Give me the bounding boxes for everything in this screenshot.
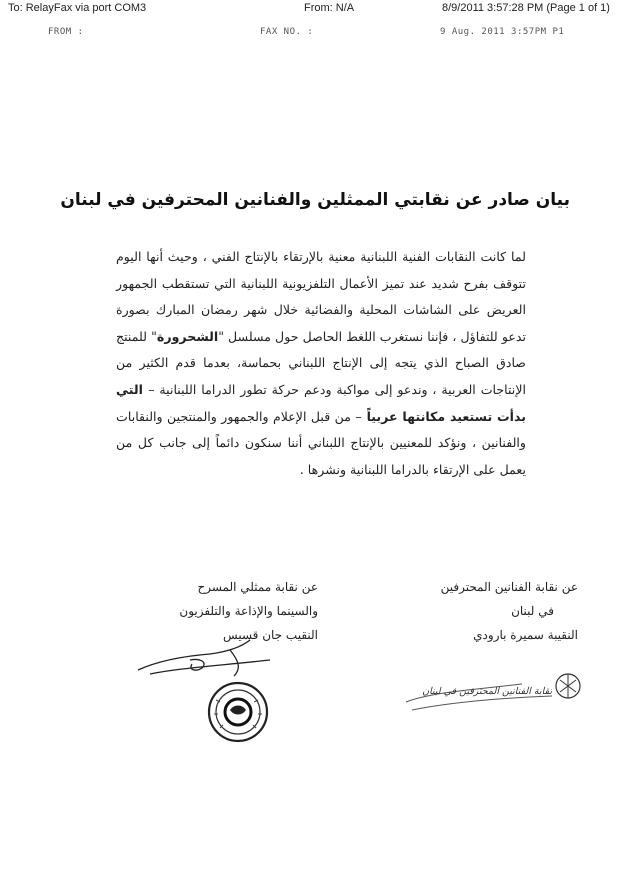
paragraph-part-2: " للمنتج صادق الصباح الذي يتجه إلى الإنتاج اللبناني بحماسة، بعدما قدم الكثير من الإنتاجات العربية ، وندعو إلى مواكبة ودعم حركة تطور الدراما اللبنانية –: [116, 328, 526, 397]
sig-right-line-3: النقيبة سميرة بارودي: [473, 628, 578, 642]
fax-from-label: FROM :: [48, 27, 84, 37]
fax-to: To: RelayFax via port COM3: [8, 2, 147, 14]
document-title: بيان صادر عن نقابتي الممثلين والفنانين المحترفين في لبنان: [60, 190, 570, 210]
sig-left-line-1: عن نقابة ممثلي المسرح: [197, 580, 318, 594]
fax-number-label: FAX NO. :: [260, 27, 314, 37]
official-stamp-left: [206, 680, 270, 744]
fax-header: [0, 0, 640, 16]
fax-from: From: N/A: [304, 2, 355, 14]
fax-subheader: [0, 27, 640, 41]
sig-left-line-3: النقيب جان قسيس: [223, 628, 318, 642]
paragraph-part-1: لما كانت النقابات الفنية اللبنانية معنية بالإرتقاء بالإنتاج الفني ، وحيث أنها اليوم تتوقف بفرح شديد عند تميز الأعمال التلفزيونية اللبنانية التي تستقطب الجمهور العريض على الشاشات المحلية والفضائية خلال شهر رمضان المبارك بصورة تدعو للتفاؤل ، فإننا نستغرب اللغط الحاصل حول مسلسل ": [116, 249, 526, 344]
statement-paragraph: [116, 244, 526, 483]
sig-left-line-2: والسينما والإذاعة والتلفزيون: [179, 604, 318, 618]
paragraph-part-3: – من قبل الإعلام والجمهور والمنتجين والنقابات والفنانين ، ونؤكد للمعنيين بالإنتاج اللبناني أننا سنكون دائماً إلى جانب كل من يعمل على الإرتقاء بالدراما اللبنانية ونشرها .: [116, 408, 526, 477]
fax-date: 8/9/2011 3:57:28 PM (Page 1 of 1): [442, 2, 610, 14]
emphasis-phrase: التي بدأت تستعيد مكانتها عربياً: [116, 381, 526, 424]
series-name: الشحرورة: [156, 328, 219, 344]
sig-right-line-2: في لبنان: [511, 604, 554, 618]
sig-right-line-1: عن نقابة الفنانين المحترفين: [440, 580, 578, 594]
union-seal-text: نقابة الفنانين المحترفين في لبنان: [422, 686, 552, 697]
signature-block-right: [388, 575, 578, 647]
fax-timestamp: 9 Aug. 2011 3:57PM P1: [440, 27, 565, 37]
